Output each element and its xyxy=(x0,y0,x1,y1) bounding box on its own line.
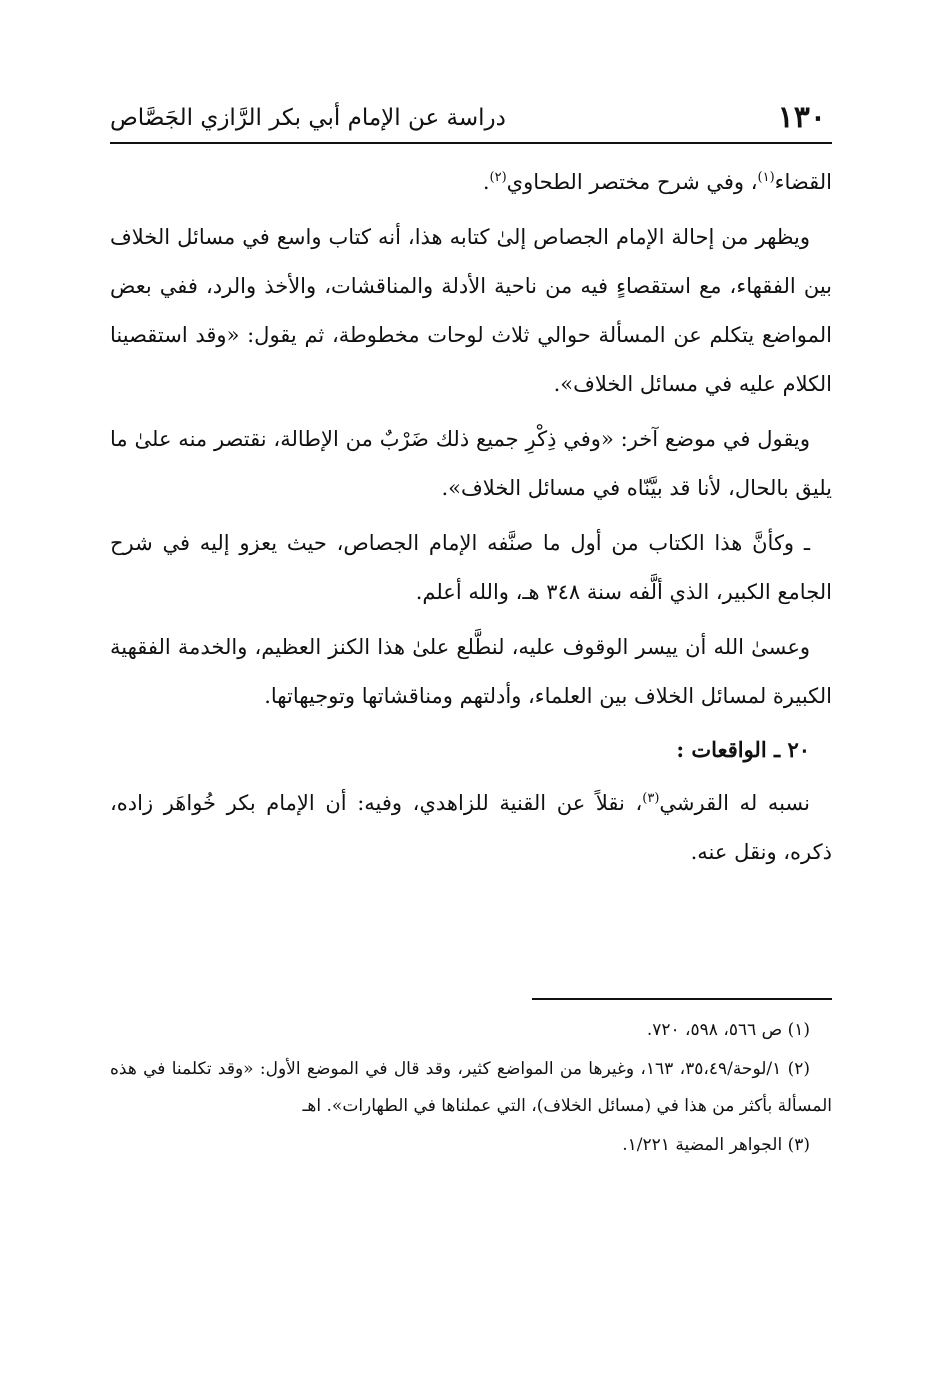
paragraph-6 xyxy=(110,779,832,877)
footnote-ref-1: (١) xyxy=(757,170,775,185)
running-title: دراسة عن الإمام أبي بكر الرَّازي الجَصَّاص xyxy=(110,105,506,131)
paragraph-3: ويقول في موضع آخر: «وفي ذِكْرِ جميع ذلك ضَرْبٌ من الإطالة، نقتصر منه علىٰ ما يليق بالحال، لأنا قد بيَّنّاه في مسائل الخلاف». xyxy=(110,427,832,500)
paragraph-4: ـ وكأنَّ هذا الكتاب من أول ما صنَّفه الإمام الجصاص، حيث يعزو إليه في شرح الجامع الكبير، الذي ألَّفه سنة ٣٤٨ هـ، والله أعلم. xyxy=(110,531,832,604)
running-header xyxy=(110,90,832,144)
paragraph-2: ويظهر من إحالة الإمام الجصاص إلىٰ كتابه هذا، أنه كتاب واسع في مسائل الخلاف بين الفقهاء، مع استقصاءٍ فيه من ناحية الأدلة والمناقشات، والأخذ والرد، ففي بعض المواضع يتكلم عن المسألة حوالي ثلاث لوحات مخطوطة، ثم يقول: «وقد استقصينا الكلام عليه في مسائل الخلاف». xyxy=(110,225,832,396)
footnote-3: (٣) الجواهر المضية ١/٢٢١. xyxy=(622,1135,810,1155)
paragraph-1-text-b: ، وفي شرح مختصر الطحاوي xyxy=(506,170,758,194)
paragraph-5: وعسىٰ الله أن ييسر الوقوف عليه، لنطَّلع علىٰ هذا الكنز العظيم، والخدمة الفقهية الكبيرة لمسائل الخلاف بين العلماء، وأدلتهم ومناقشاتها وتوجيهاتها. xyxy=(110,635,832,708)
page-number: ١٣٠ xyxy=(777,100,826,135)
section-heading: ٢٠ ـ الواقعات : xyxy=(676,737,810,762)
footnote-2: (٢) ١/لوحة/٣٥،٤٩، ١٦٣، وغيرها من المواضع كثير، وقد قال في الموضع الأول: «وقد تكلمنا في هذه المسألة بأكثر من هذا في (مسائل الخلاف)، التي عملناها في الطهارات». اهـ xyxy=(110,1059,832,1116)
footnote-separator xyxy=(532,998,832,1000)
paragraph-1-text-a: القضاء xyxy=(774,170,832,194)
paragraph-1-text-c: . xyxy=(482,170,490,194)
paragraph-6-text-b: ، نقلاً عن القنية للزاهدي، وفيه: أن الإمام بكر خُواهَر زاده، ذكره، ونقل عنه. xyxy=(110,791,832,864)
paragraph-6-text-a: نسبه له القرشي xyxy=(659,791,810,815)
main-text xyxy=(110,158,832,877)
footnotes xyxy=(110,1012,832,1166)
footnote-1: (١) ص ٥٦٦، ٥٩٨، ٧٢٠. xyxy=(646,1020,810,1040)
footnote-ref-3: (٣) xyxy=(642,791,660,806)
paragraph-1 xyxy=(110,158,832,207)
book-page xyxy=(110,90,832,1290)
footnote-ref-2: (٢) xyxy=(489,170,507,185)
